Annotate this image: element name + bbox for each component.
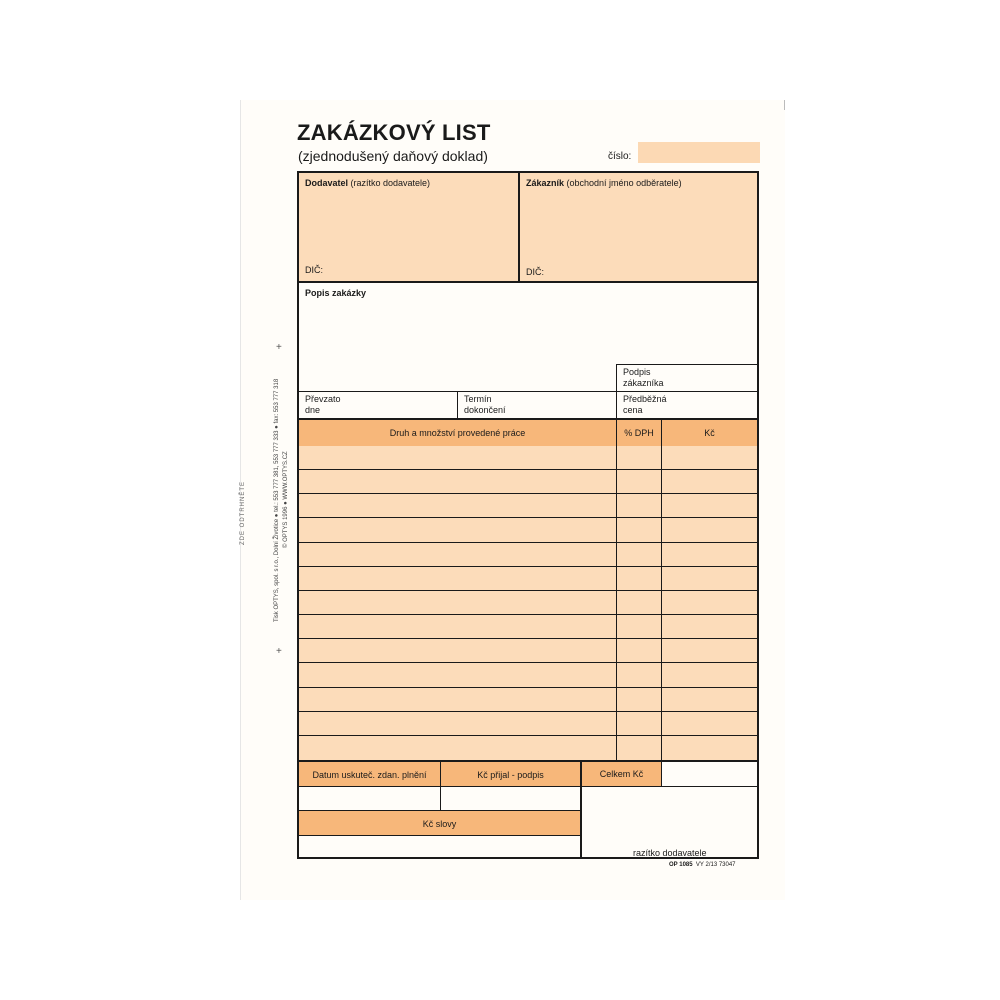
party-bottom-line bbox=[299, 281, 757, 283]
register-mark-top: + bbox=[276, 342, 282, 353]
in-words-field[interactable] bbox=[299, 836, 580, 857]
supplier-label: Dodavatel (razítko dodavatele) bbox=[305, 178, 431, 188]
stamp-field[interactable] bbox=[582, 787, 757, 857]
customer-label: Zákazník (obchodní jméno odběratele) bbox=[526, 178, 682, 188]
tear-here-label: ZDE ODTRHNĚTE bbox=[240, 481, 246, 545]
total-field[interactable] bbox=[662, 762, 757, 786]
order-info-divider-1 bbox=[457, 391, 458, 418]
completion-date-label: Termín dokončení bbox=[464, 394, 506, 415]
table-row[interactable] bbox=[299, 688, 757, 712]
table-row[interactable] bbox=[299, 712, 757, 736]
table-col-line-1 bbox=[616, 420, 617, 760]
order-info-divider-2 bbox=[616, 391, 617, 418]
number-label: číslo: bbox=[608, 151, 632, 162]
printer-web: © OPTYS 1996 ● WWW.OPTYS.CZ bbox=[283, 451, 289, 548]
table-row[interactable] bbox=[299, 470, 757, 494]
table-row[interactable] bbox=[299, 615, 757, 639]
form-title: ZAKÁZKOVÝ LIST bbox=[297, 120, 491, 145]
total-label: Celkem Kč bbox=[599, 769, 644, 779]
table-row[interactable] bbox=[299, 543, 757, 567]
table-row[interactable] bbox=[299, 591, 757, 615]
order-description-field[interactable] bbox=[300, 300, 610, 388]
date-field[interactable] bbox=[299, 787, 440, 810]
header-work: Druh a množství provedené práce bbox=[389, 428, 526, 438]
order-info-top-line bbox=[299, 391, 757, 392]
printer-info: Tisk OPTYS, spol. s r.o., Dolní Životice ● tel.: 553 777 381, 553 777 333 ● fax: 553 777 318 bbox=[274, 378, 280, 622]
form-subtitle: (zjednodušený daňový doklad) bbox=[298, 148, 488, 164]
table-row[interactable] bbox=[299, 663, 757, 687]
form-code: OP 1085 VY 2/13 73047 bbox=[669, 862, 736, 868]
supplier-dic-label: DIČ: bbox=[305, 265, 323, 275]
signature-left-line bbox=[616, 364, 617, 392]
trim-mark bbox=[784, 100, 785, 110]
received-field[interactable] bbox=[441, 787, 580, 810]
received-label: Kč přijal - podpis bbox=[477, 770, 544, 780]
customer-box[interactable] bbox=[520, 173, 757, 281]
order-description-label: Popis zakázky bbox=[305, 288, 367, 298]
table-col-line-2 bbox=[661, 420, 662, 760]
table-row[interactable] bbox=[299, 567, 757, 591]
header-vat: % DPH bbox=[624, 428, 654, 438]
table-row[interactable] bbox=[299, 639, 757, 663]
estimated-price-label: Předběžná cena bbox=[623, 394, 667, 415]
table-row[interactable] bbox=[299, 736, 757, 760]
table-row[interactable] bbox=[299, 518, 757, 542]
customer-signature-label: Podpis zákazníka bbox=[623, 367, 664, 388]
customer-dic-label: DIČ: bbox=[526, 267, 544, 277]
signature-top-line bbox=[616, 364, 758, 365]
register-mark-bottom: + bbox=[276, 646, 282, 657]
supplier-box[interactable] bbox=[299, 173, 518, 281]
received-date-label: Převzato dne bbox=[305, 394, 341, 415]
in-words-label: Kč slovy bbox=[422, 819, 457, 829]
table-body bbox=[299, 446, 757, 760]
table-row[interactable] bbox=[299, 446, 757, 470]
stamp-label: razítko dodavatele bbox=[633, 848, 707, 858]
number-field[interactable] bbox=[638, 142, 760, 163]
date-label: Datum uskuteč. zdan. plnění bbox=[312, 770, 427, 780]
table-row[interactable] bbox=[299, 494, 757, 518]
header-kc: Kč bbox=[704, 428, 715, 438]
